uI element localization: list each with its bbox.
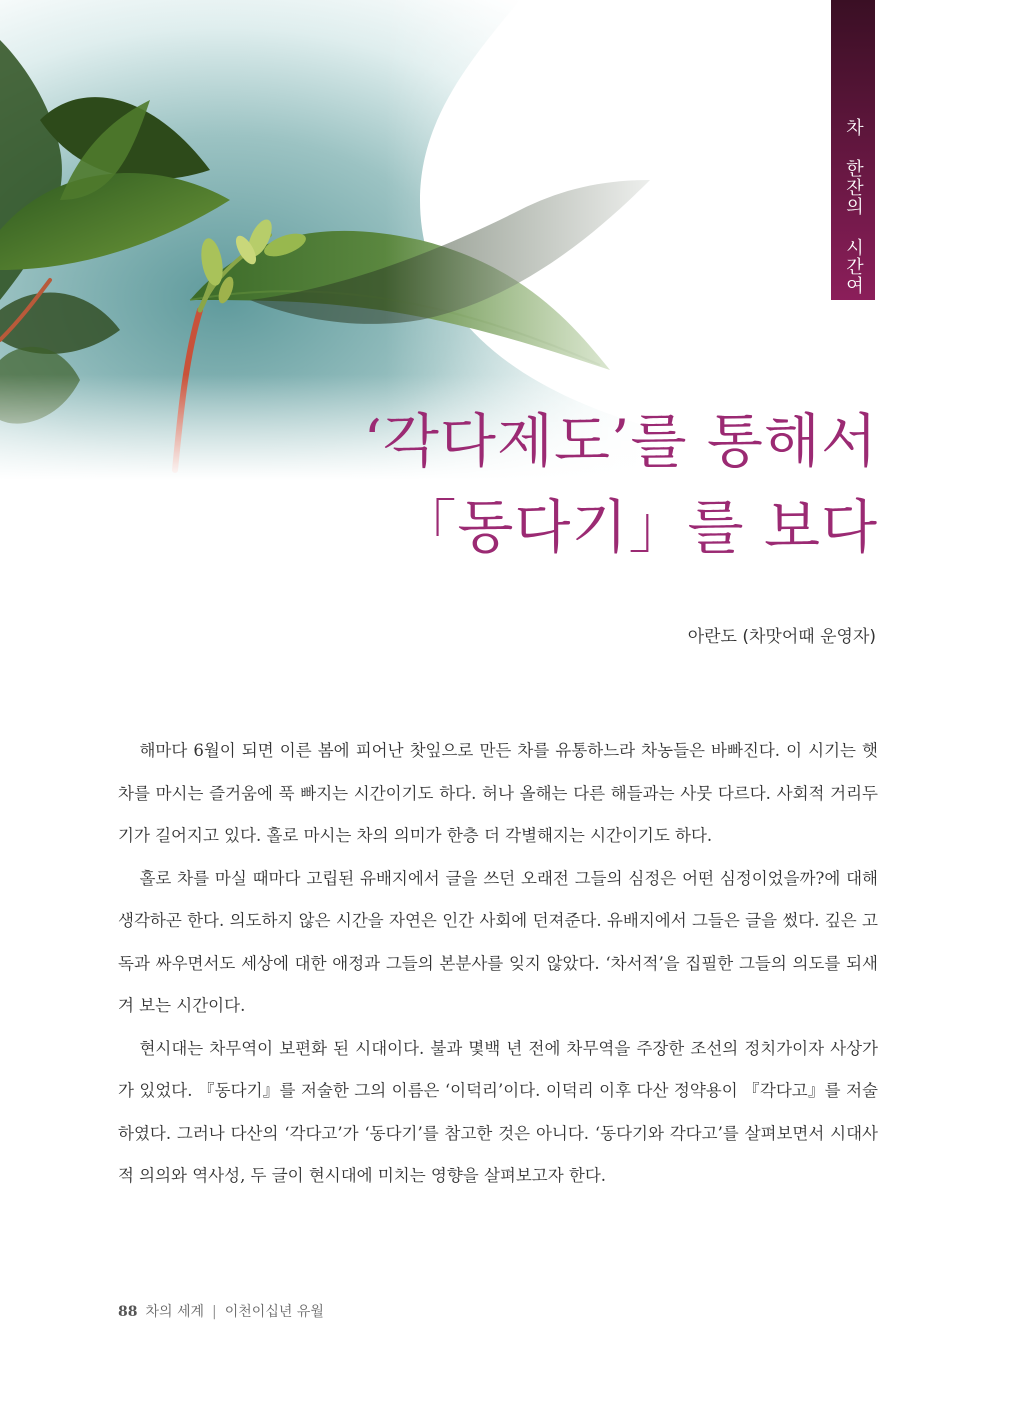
article-body — [118, 730, 878, 1198]
body-paragraph-1: 해마다 6월이 되면 이른 봄에 피어난 찻잎으로 만든 차를 유통하느라 차농들은 바빠진다. 이 시기는 햇차를 마시는 즐거움에 푹 빠지는 시간이기도 하다. 허나 올해는 다른 해들과는 사뭇 다르다. 사회적 거리두기가 길어지고 있다. 홀로 마시는 차의 의미가 한층 더 각별해지는 시간이기도 하다. — [118, 741, 878, 845]
body-paragraph-3: 현시대는 차무역이 보편화 된 시대이다. 불과 몇백 년 전에 차무역을 주장한 조선의 정치가이자 사상가가 있었다. 『동다기』를 저술한 그의 이름은 ‘이덕리’이다. 이덕리 이후 다산 정약용이 『각다고』를 저술하였다. 그러나 다산의 ‘각다고’가 ‘동다기’를 참고한 것은 아니다. ‘동다기와 각다고’를 살펴보면서 시대사적 의의와 역사성, 두 글이 현시대에 미치는 영향을 살펴보고자 한다. — [118, 1038, 878, 1185]
footer-separator: | — [212, 1304, 217, 1320]
page-number: 88 — [118, 1304, 138, 1320]
page-footer — [118, 1301, 324, 1321]
article-title-line-2: 「동다기」를 보다 — [398, 493, 878, 561]
author-byline: 아란도 (차맛어때 운영자) — [687, 627, 876, 647]
article-title — [363, 398, 878, 570]
series-tab — [799, 0, 875, 300]
series-tab-label: 차 한잔의 시간여행 ④ — [799, 118, 864, 295]
article-title-line-1: ‘각다제도’를 통해서 — [363, 407, 878, 475]
body-paragraph-2: 홀로 차를 마실 때마다 고립된 유배지에서 글을 쓰던 오래전 그들의 심정은 어떤 심정이었을까?에 대해 생각하곤 한다. 의도하지 않은 시간을 자연은 인간 사회에 던져준다. 유배지에서 그들은 글을 썼다. 깊은 고독과 싸우면서도 세상에 대한 애정과 그들의 본분사를 잊지 않았다. ‘차서적’을 집필한 그들의 의도를 되새겨 보는 시간이다. — [118, 868, 878, 1015]
magazine-name: 차의 세계 — [145, 1304, 205, 1320]
issue-date: 이천이십년 유월 — [224, 1304, 324, 1320]
